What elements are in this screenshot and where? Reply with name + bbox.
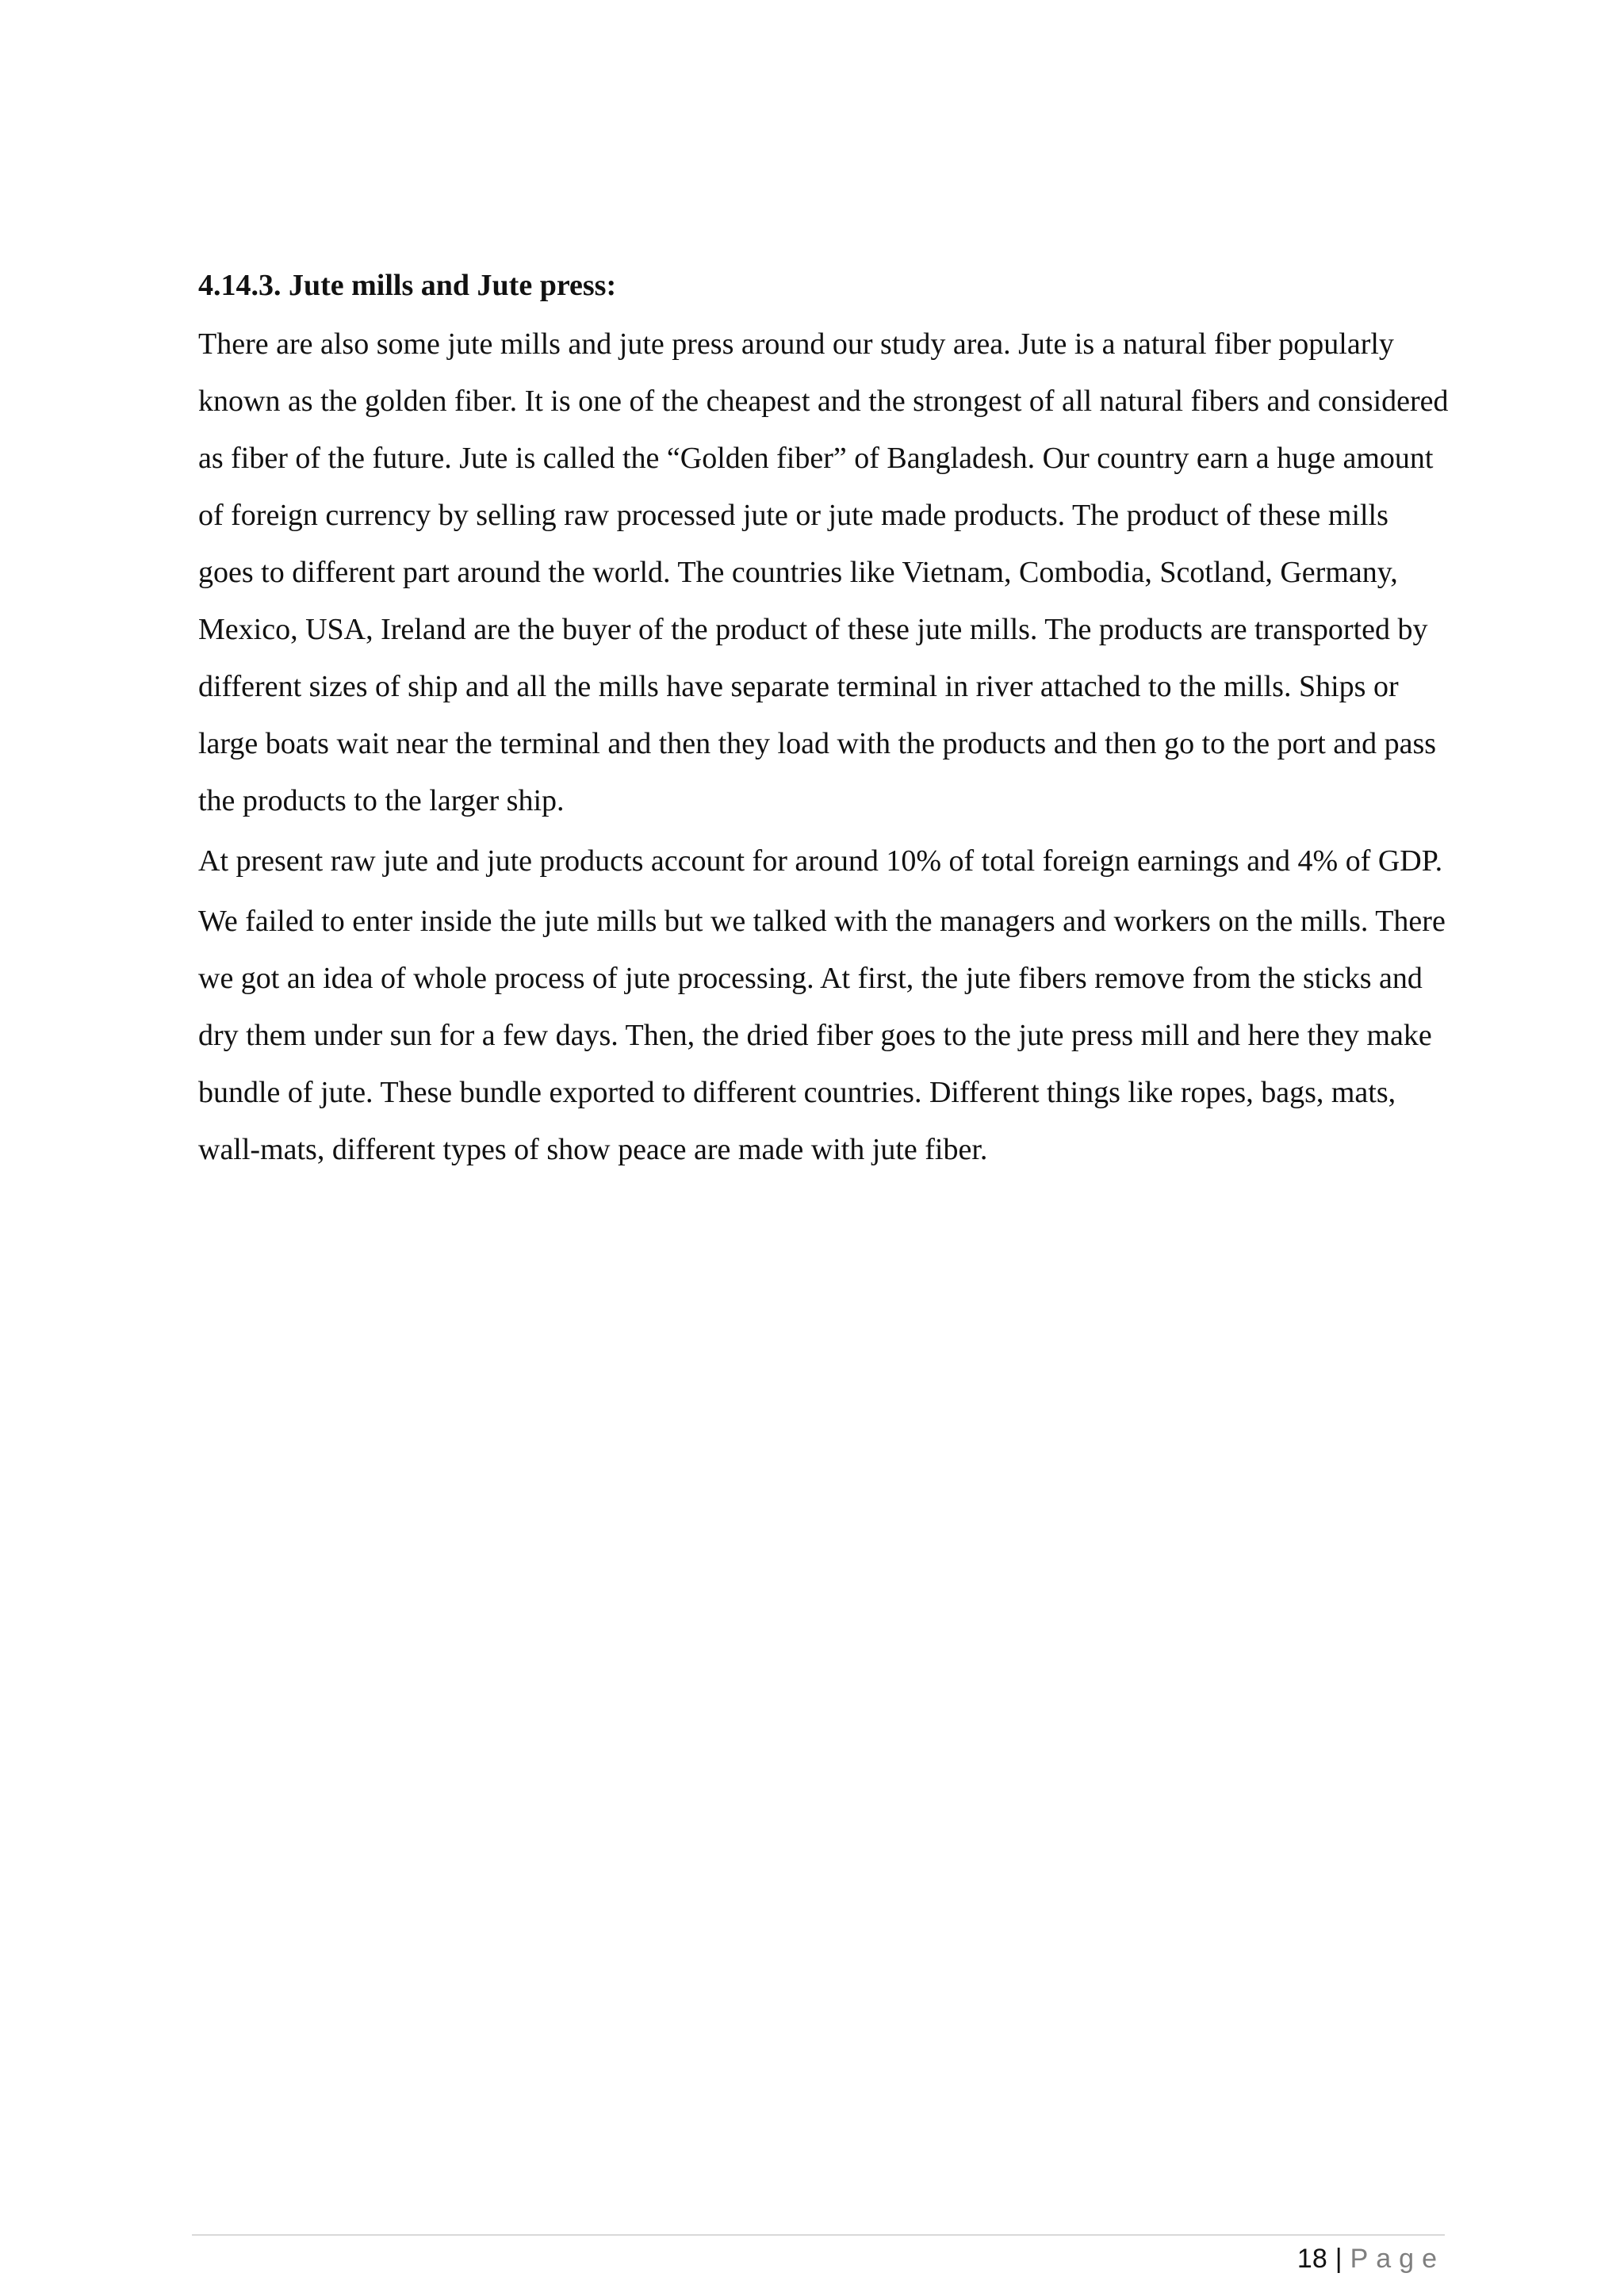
paragraph-jute-process: We failed to enter inside the jute mills but we talked with the managers and workers on the mills. There we got an idea of whole process of jute processing. At first, the jute fibers remove from the sticks and dry them under sun for a few days. Then, the dried fiber goes to the jute press mill and here they make bundle of jute. These bundle exported to different countries. Different things like ropes, bags, mats, wall-mats, different types of show peace are made with jute fiber. — [198, 905, 1446, 1166]
footer-separator: | — [1335, 2244, 1342, 2274]
footer-divider — [192, 2234, 1445, 2236]
page-label: Page — [1350, 2244, 1445, 2274]
paragraph-jute-overview: There are also some jute mills and jute press around our study area. Jute is a natural fiber popularly known as the golden fiber. It is one of the cheapest and the strongest of all natural fibers and considered as fiber of the future. Jute is called the “Golden fiber” of Bangladesh. Our country earn a huge amount of foreign currency by selling raw processed jute or jute made products. The product of these mills goes to different part around the world. The countries like Vietnam, Combodia, Scotland, Germany, Mexico, USA, Ireland are the buyer of the product of these jute mills. The products are transported by different sizes of ship and all the mills have separate terminal in river attached to the mills. Ships or large boats wait near the terminal and then they load with the products and then go to the port and pass the products to the larger ship. — [198, 327, 1449, 817]
page-body — [198, 262, 1451, 1181]
section-heading: 4.14.3. Jute mills and Jute press: — [198, 269, 617, 302]
paragraph-jute-economy: At present raw jute and jute products account for around 10% of total foreign earnings and 4% of GDP. — [198, 844, 1443, 878]
page-number: 18 — [1297, 2244, 1327, 2274]
page-footer — [1297, 2239, 1445, 2279]
